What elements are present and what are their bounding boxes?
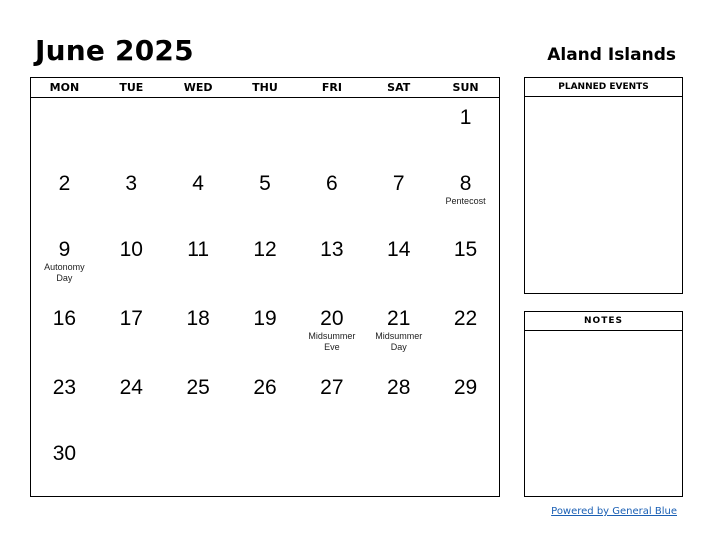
- weekday-thu: THU: [252, 81, 278, 94]
- day-number: 27: [320, 376, 344, 399]
- day-number: 4: [192, 172, 204, 195]
- day-cell: [98, 230, 165, 299]
- day-cell: [365, 299, 432, 368]
- day-number: 12: [253, 238, 277, 261]
- day-number: 13: [320, 238, 344, 261]
- holiday-label: Midsummer Eve: [308, 331, 356, 352]
- day-cell: [31, 230, 98, 299]
- day-number: 2: [58, 172, 71, 195]
- holiday-label: Pentecost: [445, 196, 486, 206]
- day-cell: [31, 164, 98, 230]
- month-calendar: [30, 77, 500, 497]
- day-number: 18: [186, 307, 210, 330]
- weekday-wed: WED: [183, 81, 213, 94]
- day-number: 28: [387, 376, 411, 399]
- holiday-label: Midsummer Day: [375, 331, 423, 352]
- day-number: 3: [125, 172, 138, 195]
- day-number: 22: [453, 307, 478, 330]
- day-number: 20: [320, 307, 344, 330]
- day-cell: [298, 98, 365, 164]
- holiday-label: Autonomy Day: [44, 262, 85, 283]
- day-number: 17: [119, 307, 143, 330]
- day-cell: [165, 98, 232, 164]
- day-number: 16: [52, 307, 77, 330]
- day-cell: [432, 368, 499, 434]
- day-number: 25: [186, 376, 210, 399]
- day-cell: [365, 98, 432, 164]
- day-number: 26: [253, 376, 277, 399]
- day-cell: [165, 164, 232, 230]
- notes-panel: [524, 311, 683, 497]
- weekday-tue: TUE: [119, 81, 144, 94]
- day-number: 23: [52, 376, 77, 399]
- day-cell: [232, 164, 299, 230]
- day-cell: [31, 368, 98, 434]
- day-cell: [365, 164, 432, 230]
- day-number: 9: [58, 238, 71, 261]
- day-cell: [432, 98, 499, 164]
- day-cell: [232, 299, 299, 368]
- day-cell: [232, 230, 299, 299]
- day-number: 8: [459, 172, 472, 195]
- day-cell: [432, 434, 499, 496]
- day-cell: [432, 230, 499, 299]
- day-cell: [31, 299, 98, 368]
- weekday-sat: SAT: [387, 81, 411, 94]
- page-title: June 2025: [35, 34, 194, 67]
- day-number: 14: [387, 238, 411, 261]
- day-cell: [165, 299, 232, 368]
- day-number: 21: [387, 307, 411, 330]
- day-cell: [31, 434, 98, 496]
- weekday-fri: FRI: [321, 81, 342, 94]
- day-cell: [298, 299, 365, 368]
- day-cell: [298, 434, 365, 496]
- day-cell: [365, 368, 432, 434]
- day-cell: [98, 368, 165, 434]
- weekday-mon: MON: [49, 81, 80, 94]
- day-cell: [432, 164, 499, 230]
- day-cell: [165, 434, 232, 496]
- day-cell: [232, 98, 299, 164]
- powered-by-link[interactable]: Powered by General Blue: [551, 506, 677, 517]
- day-grid: [31, 98, 499, 496]
- day-cell: [31, 98, 98, 164]
- day-number: 1: [459, 106, 472, 129]
- day-number: 6: [326, 172, 338, 195]
- day-number: 15: [453, 238, 478, 261]
- day-number: 11: [187, 238, 210, 261]
- day-number: 19: [253, 307, 277, 330]
- day-cell: [298, 368, 365, 434]
- day-cell: [165, 368, 232, 434]
- day-number: 29: [453, 376, 478, 399]
- day-cell: [98, 434, 165, 496]
- planned-events-heading: PLANNED EVENTS: [525, 78, 682, 97]
- day-cell: [365, 434, 432, 496]
- day-cell: [298, 164, 365, 230]
- day-cell: [98, 98, 165, 164]
- day-number: 7: [392, 172, 405, 195]
- day-cell: [298, 230, 365, 299]
- day-number: 10: [119, 238, 143, 261]
- day-cell: [365, 230, 432, 299]
- day-number: 30: [52, 442, 77, 465]
- day-cell: [165, 230, 232, 299]
- day-cell: [98, 299, 165, 368]
- planned-events-panel: [524, 77, 683, 294]
- notes-heading: NOTES: [525, 312, 682, 331]
- day-cell: [232, 434, 299, 496]
- weekday-sun: SUN: [452, 81, 479, 94]
- weekday-header-row: [31, 78, 499, 98]
- day-cell: [98, 164, 165, 230]
- day-number: 24: [119, 376, 143, 399]
- day-number: 5: [259, 172, 271, 195]
- day-cell: [232, 368, 299, 434]
- day-cell: [432, 299, 499, 368]
- region-name: Aland Islands: [547, 45, 676, 65]
